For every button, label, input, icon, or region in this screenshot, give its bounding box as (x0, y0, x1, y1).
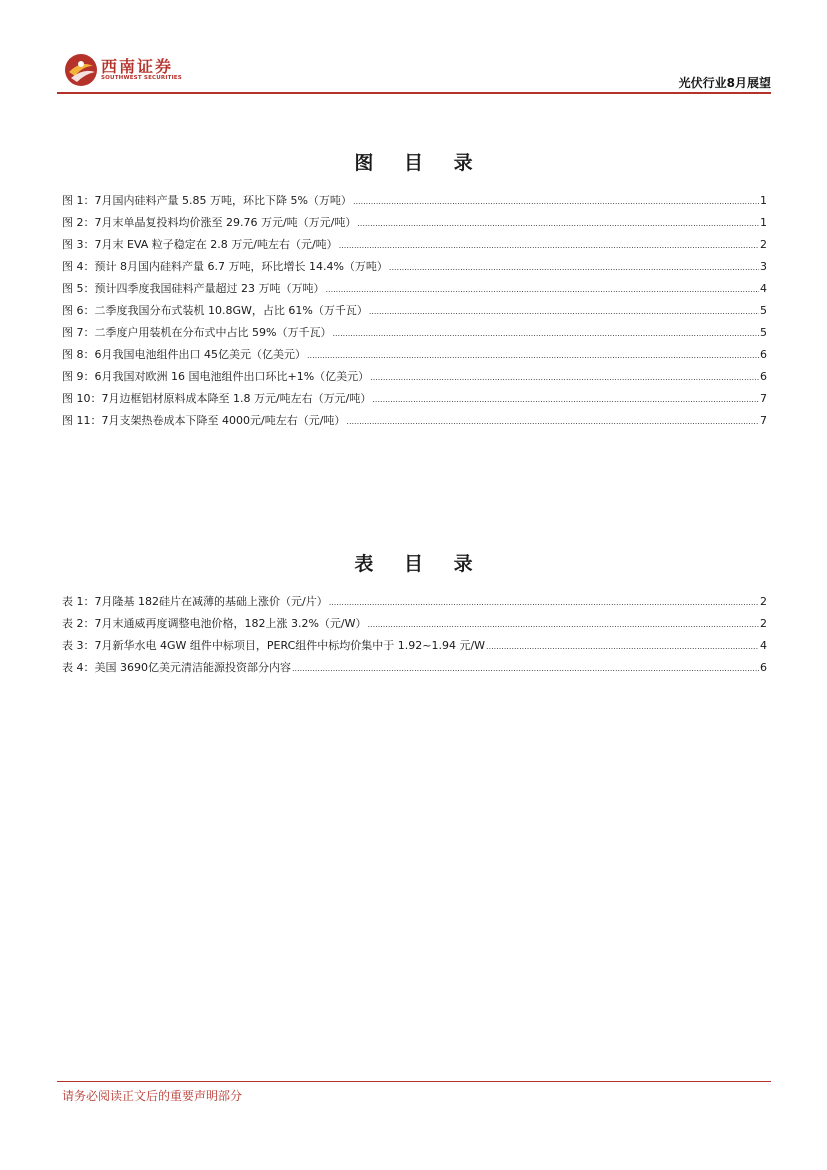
toc-dot-leader (339, 238, 759, 251)
logo-chinese-name: 西南证券 (101, 57, 174, 76)
toc-entry[interactable] (62, 214, 767, 236)
toc-entry[interactable] (62, 412, 767, 434)
figures-toc-title: 图 目 录 (354, 152, 485, 174)
toc-dot-leader (357, 216, 759, 229)
footer-divider (57, 1081, 771, 1082)
toc-entry-page: 6 (760, 348, 767, 361)
toc-dot-leader (307, 348, 759, 361)
toc-entry-label: 图 10：7月边框铝材原料成本降至 1.8 万元/吨左右（万元/吨） (62, 392, 372, 405)
toc-entry-page: 1 (760, 216, 767, 229)
toc-entry-page: 5 (760, 304, 767, 317)
toc-entry-label: 图 7：二季度户用装机在分布式中占比 59%（万千瓦） (62, 326, 332, 339)
toc-entry-label: 图 4：预计 8月国内硅料产量 6.7 万吨，环比增长 14.4%（万吨） (62, 260, 388, 273)
toc-entry-label: 表 2：7月末通威再度调整电池价格，182上涨 3.2%（元/W） (62, 617, 367, 630)
toc-entry-label: 图 11：7月支架热卷成本下降至 4000元/吨左右（元/吨） (62, 414, 346, 427)
southwest-securities-logo-icon (63, 52, 99, 88)
toc-dot-leader (389, 260, 759, 273)
toc-entry-page: 2 (760, 617, 767, 630)
toc-entry-label: 图 2：7月末单晶复投料均价涨至 29.76 万元/吨（万元/吨） (62, 216, 357, 229)
toc-entry[interactable] (62, 302, 767, 324)
toc-entry-page: 7 (760, 414, 767, 427)
toc-entry-label: 表 1：7月隆基 182硅片在减薄的基础上涨价（元/片） (62, 595, 328, 608)
toc-dot-leader (370, 370, 759, 383)
toc-dot-leader (353, 194, 759, 207)
toc-dot-leader (372, 392, 759, 405)
toc-entry[interactable] (62, 192, 767, 214)
toc-entry-page: 1 (760, 194, 767, 207)
toc-entry[interactable] (62, 236, 767, 258)
toc-entry-label: 图 5：预计四季度我国硅料产量超过 23 万吨（万吨） (62, 282, 325, 295)
toc-entry[interactable] (62, 258, 767, 280)
toc-dot-leader (325, 282, 759, 295)
toc-entry[interactable] (62, 593, 767, 615)
toc-entry[interactable] (62, 346, 767, 368)
toc-entry-page: 5 (760, 326, 767, 339)
toc-entry-label: 图 1：7月国内硅料产量 5.85 万吨，环比下降 5%（万吨） (62, 194, 352, 207)
figures-toc-list (62, 192, 767, 434)
toc-entry-label: 表 4：美国 3690亿美元清洁能源投资部分内容 (62, 661, 291, 674)
toc-entry-label: 表 3：7月新华水电 4GW 组件中标项目，PERC组件中标均价集中于 1.92~1.94 元/W (62, 639, 486, 652)
toc-entry-label: 图 3：7月末 EVA 粒子稳定在 2.8 万元/吨左右（元/吨） (62, 238, 338, 251)
toc-entry[interactable] (62, 368, 767, 390)
toc-entry[interactable] (62, 615, 767, 637)
toc-dot-leader (292, 661, 759, 674)
tables-toc-title: 表 目 录 (354, 553, 485, 575)
toc-entry[interactable] (62, 637, 767, 659)
toc-entry-page: 2 (760, 238, 767, 251)
toc-entry-page: 6 (760, 370, 767, 383)
logo-english-name: SOUTHWEST SECURITIES (101, 75, 182, 81)
toc-entry-label: 图 8：6月我国电池组件出口 45亿美元（亿美元） (62, 348, 306, 361)
toc-dot-leader (368, 617, 759, 630)
toc-entry-page: 3 (760, 260, 767, 273)
toc-dot-leader (346, 414, 759, 427)
toc-entry-page: 7 (760, 392, 767, 405)
toc-entry[interactable] (62, 324, 767, 346)
toc-dot-leader (369, 304, 759, 317)
toc-entry-page: 4 (760, 639, 767, 652)
toc-entry-label: 图 9：6月我国对欧洲 16 国电池组件出口环比+1%（亿美元） (62, 370, 370, 383)
toc-entry-page: 2 (760, 595, 767, 608)
toc-entry-label: 图 6：二季度我国分布式装机 10.8GW，占比 61%（万千瓦） (62, 304, 368, 317)
toc-dot-leader (332, 326, 759, 339)
toc-dot-leader (486, 639, 759, 652)
footer-disclaimer: 请务必阅读正文后的重要声明部分 (62, 1089, 243, 1103)
toc-entry-page: 6 (760, 661, 767, 674)
tables-toc-list (62, 593, 767, 681)
header-divider (57, 92, 771, 94)
toc-dot-leader (329, 595, 759, 608)
toc-entry[interactable] (62, 659, 767, 681)
report-title: 光伏行业8月展望 (678, 76, 771, 90)
toc-entry-page: 4 (760, 282, 767, 295)
toc-entry[interactable] (62, 390, 767, 412)
toc-entry[interactable] (62, 280, 767, 302)
page-header (57, 48, 771, 92)
